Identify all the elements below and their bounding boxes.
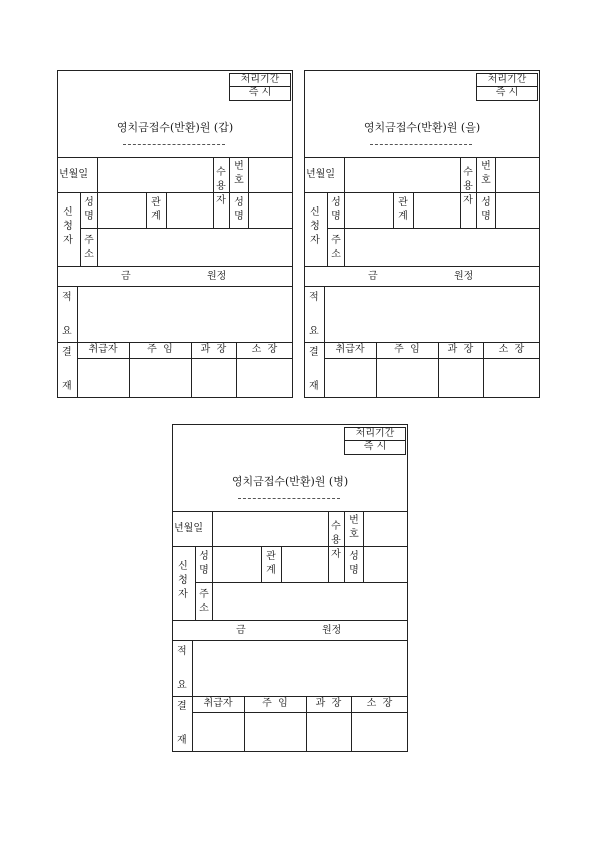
- address-label: 주 소: [199, 589, 209, 614]
- approval-label-1: 결: [309, 347, 319, 358]
- processing-period-label: 처리기간: [487, 74, 527, 85]
- relation-field[interactable]: [414, 193, 459, 227]
- remarks-label-1: 적: [62, 292, 72, 303]
- applicant-name-field[interactable]: [98, 193, 145, 227]
- address-field[interactable]: [98, 229, 292, 265]
- recipient-name-field[interactable]: [249, 193, 292, 227]
- date-label: 년월일: [306, 169, 335, 180]
- approval-section-head-sign[interactable]: [307, 713, 350, 751]
- number-label: 번 호: [349, 515, 359, 540]
- title-underline: [370, 144, 472, 145]
- amount-unit: 원정: [454, 271, 474, 282]
- approval-section-head-header: 과 장: [447, 344, 474, 355]
- date-field[interactable]: [345, 158, 459, 191]
- approval-director-header: 소 장: [251, 344, 278, 355]
- applicant-name-field[interactable]: [213, 547, 260, 581]
- remarks-label-1: 적: [177, 646, 187, 657]
- approval-chief-sign[interactable]: [377, 359, 437, 397]
- date-field[interactable]: [98, 158, 212, 191]
- recipient-label: 수 용 자: [463, 167, 473, 206]
- receipt-form-3: [172, 424, 408, 752]
- approval-section-head-sign[interactable]: [192, 359, 235, 397]
- amount-field[interactable]: [133, 267, 203, 285]
- receipt-form-1: [57, 70, 293, 398]
- approval-chief-sign[interactable]: [245, 713, 305, 751]
- recipient-name-label: 성 명: [234, 197, 244, 222]
- approval-handler-header: 취급자: [335, 344, 365, 355]
- applicant-name-label: 성 명: [84, 197, 94, 222]
- amount-field[interactable]: [248, 621, 318, 639]
- processing-period-value: 즉 시: [248, 87, 272, 98]
- approval-section-head-header: 과 장: [200, 344, 227, 355]
- address-field[interactable]: [213, 583, 407, 619]
- number-field[interactable]: [364, 512, 407, 545]
- remarks-label-2: 요: [62, 326, 72, 337]
- recipient-name-label: 성 명: [481, 197, 491, 222]
- approval-director-sign[interactable]: [352, 713, 407, 751]
- approval-handler-sign[interactable]: [193, 713, 243, 751]
- applicant-name-label: 성 명: [331, 197, 341, 222]
- amount-label: 금: [368, 271, 378, 282]
- approval-handler-header: 취급자: [203, 698, 233, 709]
- title-underline: [123, 144, 225, 145]
- approval-section-head-header: 과 장: [315, 698, 342, 709]
- relation-label: 관 계: [266, 551, 276, 576]
- approval-handler-sign[interactable]: [325, 359, 375, 397]
- approval-section-head-sign[interactable]: [439, 359, 482, 397]
- approval-director-header: 소 장: [498, 344, 525, 355]
- number-label: 번 호: [234, 161, 244, 186]
- amount-field[interactable]: [380, 267, 450, 285]
- applicant-label: 신 청 자: [63, 207, 73, 246]
- number-label: 번 호: [481, 161, 491, 186]
- amount-unit: 원정: [322, 625, 342, 636]
- approval-handler-sign[interactable]: [78, 359, 128, 397]
- form-title: 영치금접수(반환)원 (병): [231, 475, 349, 488]
- number-field[interactable]: [249, 158, 292, 191]
- date-label: 년월일: [174, 523, 203, 534]
- address-label: 주 소: [84, 235, 94, 260]
- recipient-name-field[interactable]: [496, 193, 539, 227]
- processing-period-label: 처리기간: [355, 428, 395, 439]
- remarks-field[interactable]: [78, 287, 292, 341]
- approval-label-2: 재: [177, 735, 187, 746]
- address-field[interactable]: [345, 229, 539, 265]
- approval-chief-header: 주 임: [147, 344, 173, 355]
- remarks-label-2: 요: [309, 326, 319, 337]
- date-field[interactable]: [213, 512, 327, 545]
- number-field[interactable]: [496, 158, 539, 191]
- remarks-field[interactable]: [193, 641, 407, 695]
- remarks-label-1: 적: [309, 292, 319, 303]
- processing-period-value: 즉 시: [495, 87, 519, 98]
- relation-label: 관 계: [398, 197, 408, 222]
- recipient-label: 수 용 자: [331, 521, 341, 560]
- relation-field[interactable]: [282, 547, 327, 581]
- amount-unit: 원정: [207, 271, 227, 282]
- approval-director-sign[interactable]: [484, 359, 539, 397]
- approval-director-sign[interactable]: [237, 359, 292, 397]
- approval-director-header: 소 장: [366, 698, 393, 709]
- recipient-name-label: 성 명: [349, 551, 359, 576]
- remarks-label-2: 요: [177, 680, 187, 691]
- relation-field[interactable]: [167, 193, 212, 227]
- approval-chief-sign[interactable]: [130, 359, 190, 397]
- approval-handler-header: 취급자: [88, 344, 118, 355]
- applicant-label: 신 청 자: [310, 207, 320, 246]
- form-title: 영치금접수(반환)원 (갑): [116, 121, 234, 134]
- address-label: 주 소: [331, 235, 341, 260]
- approval-label-1: 결: [62, 347, 72, 358]
- applicant-name-label: 성 명: [199, 551, 209, 576]
- title-underline: [238, 498, 340, 499]
- approval-label-2: 재: [62, 381, 72, 392]
- approval-label-2: 재: [309, 381, 319, 392]
- remarks-field[interactable]: [325, 287, 539, 341]
- applicant-label: 신 청 자: [178, 561, 188, 600]
- receipt-form-2: [304, 70, 540, 398]
- processing-period-value: 즉 시: [363, 441, 387, 452]
- amount-label: 금: [236, 625, 246, 636]
- amount-label: 금: [121, 271, 131, 282]
- date-label: 년월일: [59, 169, 88, 180]
- approval-chief-header: 주 임: [394, 344, 420, 355]
- recipient-name-field[interactable]: [364, 547, 407, 581]
- form-title: 영치금접수(반환)원 (을): [363, 121, 481, 134]
- processing-period-label: 처리기간: [240, 74, 280, 85]
- applicant-name-field[interactable]: [345, 193, 392, 227]
- approval-label-1: 결: [177, 701, 187, 712]
- recipient-label: 수 용 자: [216, 167, 226, 206]
- approval-chief-header: 주 임: [262, 698, 288, 709]
- relation-label: 관 계: [151, 197, 161, 222]
